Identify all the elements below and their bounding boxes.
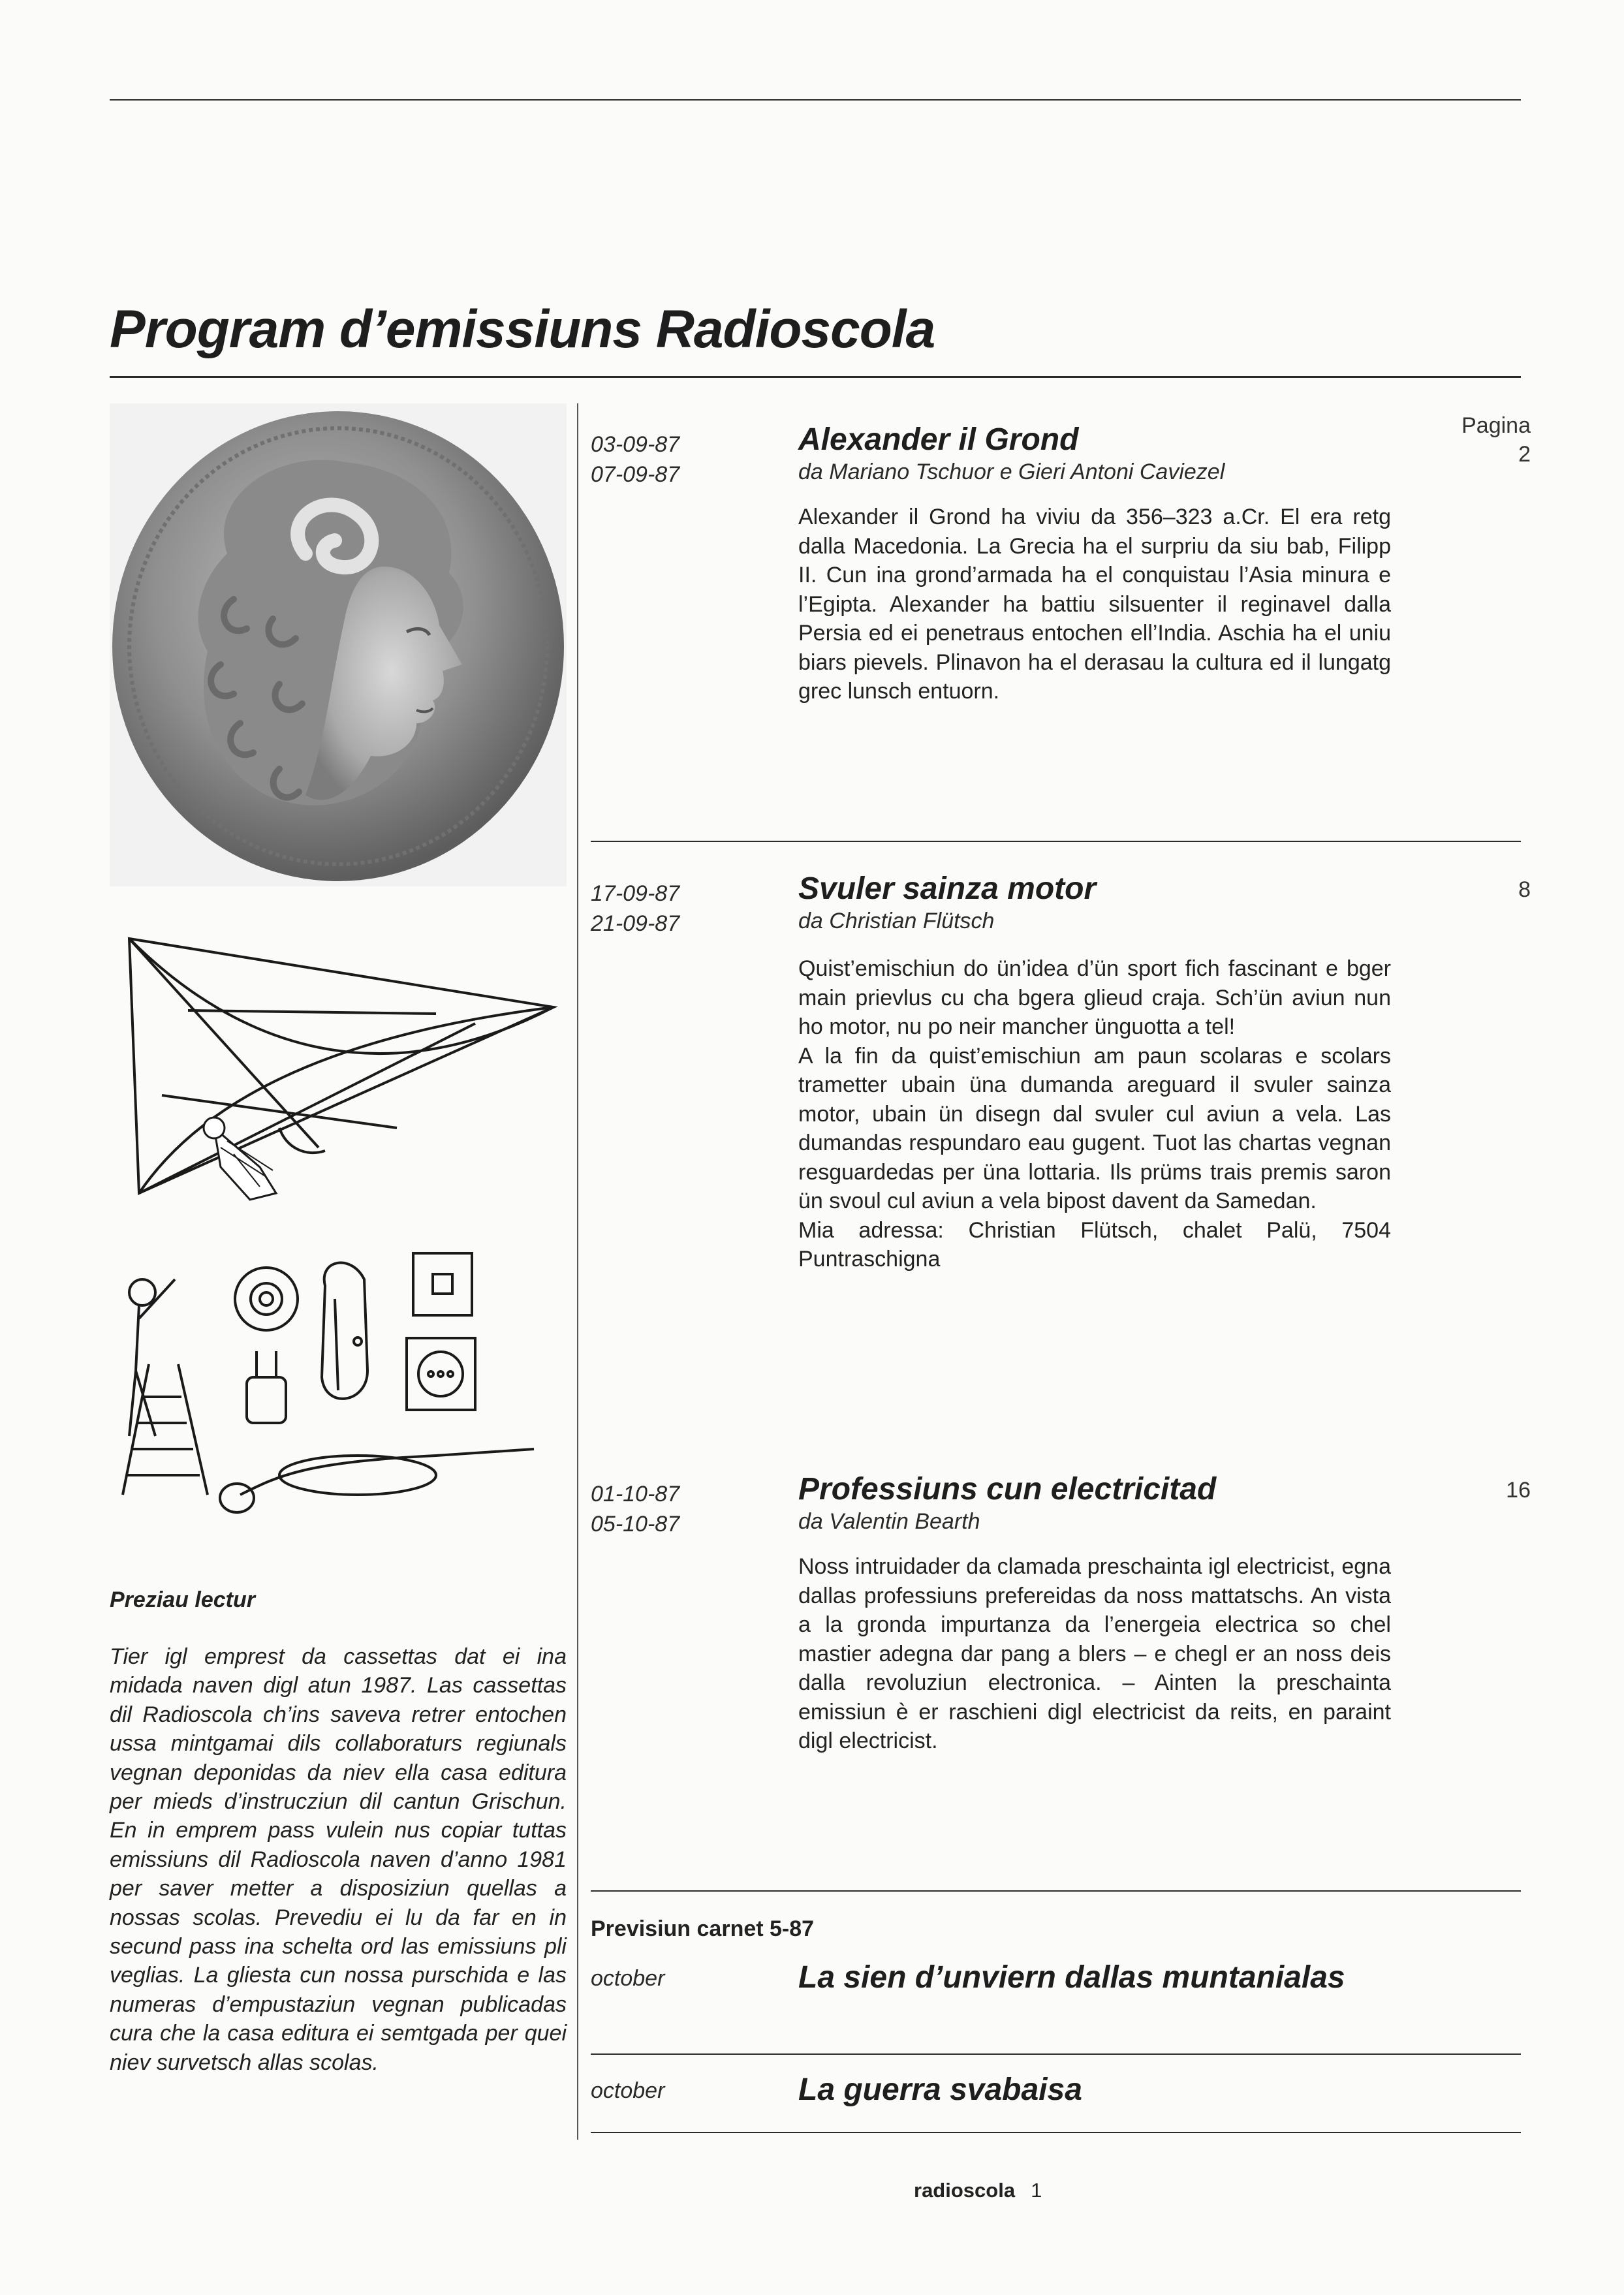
alexander-coin-photo bbox=[110, 403, 567, 886]
end-date: 07-09-87 bbox=[591, 462, 680, 487]
top-rule bbox=[110, 99, 1521, 101]
preview-title: La sien d’unviern dallas muntanialas bbox=[798, 1960, 1345, 1995]
page-reference bbox=[1461, 411, 1531, 469]
preview-month: october bbox=[591, 2078, 665, 2103]
preview-title: La guerra svabaisa bbox=[798, 2072, 1082, 2107]
entry-title: Svuler sainza motor bbox=[798, 871, 1097, 906]
end-date: 21-09-87 bbox=[591, 911, 680, 936]
section-rule bbox=[591, 2053, 1521, 2055]
page-footer bbox=[914, 2179, 1042, 2202]
hang-glider-drawing bbox=[110, 932, 567, 1206]
entry-author: da Mariano Tschuor e Gieri Antoni Caviezel bbox=[798, 460, 1225, 484]
publication-name: radioscola bbox=[914, 2179, 1016, 2202]
entry-dates bbox=[591, 879, 721, 939]
program-entry-2 bbox=[591, 871, 1531, 1335]
electrician-tools-drawing bbox=[110, 1240, 567, 1540]
entry-paragraph: A la fin da quist’emischiun am paun scolaras e scolars trametter ubain üna dumanda areguard il svuler sainza motor, ubain ün disegn dal svuler cul aviun a vela. Las dumandas respundaro eau gugent. Tuot las chartas vegnan resguardedas per üna lottaria. Ils prüms trais premis saron ün svoul cul aviun a vela bipost davent da Samedan. bbox=[798, 1043, 1391, 1213]
bottom-rule bbox=[591, 2132, 1521, 2133]
entry-paragraph: Quist’emischiun do ün’idea d’ün sport fich fascinant e bger main prievlus cu cha bgera glieud craja. Sch’ün aviun nun ho motor, nu po neir mancher ünguotta a tel! bbox=[798, 956, 1391, 1039]
entry-dates bbox=[591, 429, 721, 490]
start-date: 03-09-87 bbox=[591, 432, 680, 457]
entry-title: Professiuns cun electricitad bbox=[798, 1472, 1217, 1507]
program-entry-1 bbox=[591, 413, 1531, 756]
section-rule bbox=[591, 1890, 1521, 1892]
entry-description bbox=[798, 503, 1391, 706]
page-number: 8 bbox=[1518, 877, 1531, 902]
entry-title: Alexander il Grond bbox=[798, 422, 1079, 457]
footer-page-number: 1 bbox=[1031, 2179, 1042, 2202]
entry-paragraph: Noss intruidader da clamada preschainta igl electricist, egna dallas professiuns prefereidas da noss mattatschs. An vista a la gronda impurtanza da l’energeia electrica so chel mastier adegna dar pang a blers – e chegl er an noss deis dalla revoluziun electronica. – Ainten la preschainta emissiun è er raschieni digl electricist da reits, en paraint digl electricist. bbox=[798, 1554, 1391, 1753]
entry-paragraph: Mia adressa: Christian Flütsch, chalet Palü, 7504 Puntraschigna bbox=[798, 1217, 1391, 1272]
column-divider bbox=[577, 403, 578, 2140]
entry-description bbox=[798, 1552, 1391, 1756]
entry-dates bbox=[591, 1479, 721, 1539]
page-title: Program d’emissiuns Radioscola bbox=[110, 300, 935, 359]
program-entry-3 bbox=[591, 1472, 1531, 1805]
section-rule bbox=[591, 841, 1521, 842]
preview-item bbox=[591, 2072, 1531, 2117]
page-number: 2 bbox=[1518, 442, 1531, 467]
preview-month: october bbox=[591, 1966, 665, 1991]
title-rule bbox=[110, 376, 1521, 378]
start-date: 01-10-87 bbox=[591, 1482, 680, 1507]
end-date: 05-10-87 bbox=[591, 1512, 680, 1537]
sidebar-heading: Preziau lectur bbox=[110, 1587, 255, 1612]
preview-heading: Previsiun carnet 5-87 bbox=[591, 1916, 815, 1941]
entry-description bbox=[798, 954, 1391, 1274]
sidebar-text: Tier igl emprest da cassettas dat ei ina midada naven digl atun 1987. Las cassettas dil Radioscola ch’ins saveva retrer entochen ussa mintgamai dils collaboraturs regiunals vegnan deponidas da niev ella casa editura per mieds d’instrucziun dil cantun Grischun. En in emprem pass vulein nus copiar tuttas emissiuns dil Radioscola naven d’anno 1981 per saver metter a disposiziun quellas a nossas scolas. Prevediu ei lu da far en in secund pass ina schelta ord las emissiuns pli veglias. La gliesta cun nossa purschida e las numeras d’empustaziun vegnan publicadas cura che la casa editura ei semtgada per quei niev survetsch allas scolas. bbox=[110, 1644, 567, 2075]
page-number: 16 bbox=[1506, 1478, 1531, 1503]
page-label: Pagina bbox=[1461, 413, 1531, 438]
entry-paragraph: Alexander il Grond ha viviu da 356–323 a.Cr. El era retg dalla Macedonia. La Grecia ha el surpriu da siu bab, Filipp II. Cun ina grond’armada ha el conquistau l’Asia minura e l’Egipta. Alexander ha battiu silsuenter il reginavel dalla Persia ed ei penetraus entochen ell’India. Aschia ha el uniu biars pievels. Plinavon ha el derasau la cultura ed il lungatg grec lunsch entuorn. bbox=[798, 505, 1391, 704]
entry-author: da Valentin Bearth bbox=[798, 1509, 980, 1534]
entry-author: da Christian Flütsch bbox=[798, 909, 995, 933]
preview-item bbox=[591, 1959, 1531, 2005]
start-date: 17-09-87 bbox=[591, 881, 680, 906]
